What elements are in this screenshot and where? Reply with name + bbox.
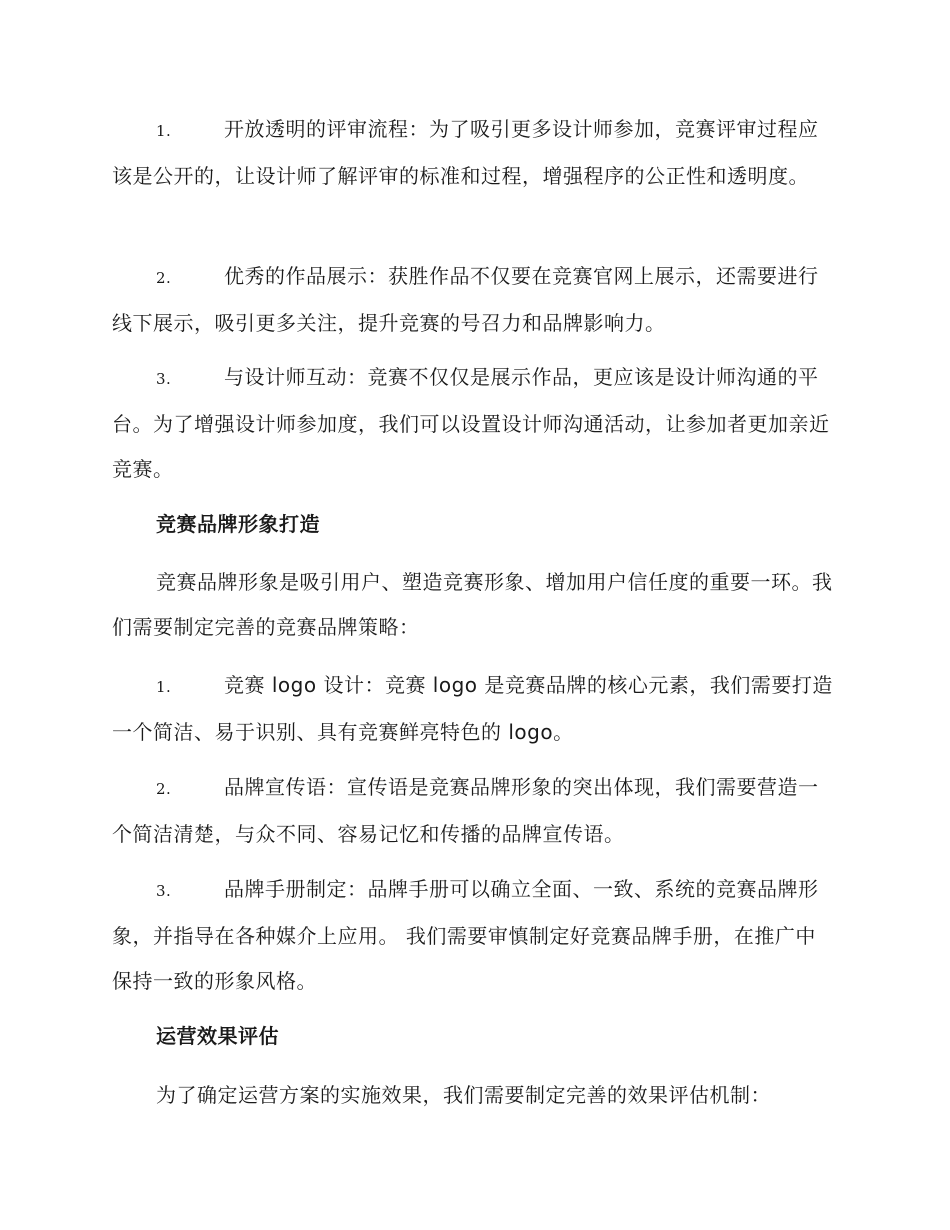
paragraph-eval-intro: 为了确定运营方案的实施效果，我们需要制定完善的效果评估机制： bbox=[156, 1083, 771, 1107]
list-number: 3. bbox=[156, 882, 172, 900]
list-number: 1. bbox=[156, 678, 172, 696]
section-heading-brand: 竞赛品牌形象打造 bbox=[156, 512, 320, 536]
list-number: 3. bbox=[156, 370, 172, 388]
list-text: 与设计师互动：竞赛不仅仅是展示作品，更应该是设计师沟通的平台。为了增强设计师参加度，我们可以设置设计师沟通活动，让参加者更加亲近竞赛。 bbox=[112, 365, 830, 481]
list-text: 优秀的作品展示：获胜作品不仅要在竞赛官网上展示，还需要进行线下展示，吸引更多关注，提升竞赛的号召力和品牌影响力。 bbox=[112, 264, 819, 335]
list-item bbox=[112, 254, 836, 346]
list-number: 1. bbox=[156, 122, 172, 140]
paragraph-brand-intro: 竞赛品牌形象是吸引用户、塑造竞赛形象、增加用户信任度的重要一环。我们需要制定完善的竞赛品牌策略： bbox=[112, 570, 833, 639]
list-number: 2. bbox=[156, 269, 172, 287]
list-item bbox=[112, 765, 836, 857]
list-item bbox=[112, 663, 836, 755]
list-text: 品牌宣传语：宣传语是竞赛品牌形象的突出体现，我们需要营造一个简洁清楚，与众不同、容易记忆和传播的品牌宣传语。 bbox=[112, 775, 819, 846]
list-text: 开放透明的评审流程：为了吸引更多设计师参加，竞赛评审过程应该是公开的，让设计师了解评审的标准和过程，增强程序的公正性和透明度。 bbox=[112, 117, 819, 188]
list-text: 竞赛 logo 设计：竞赛 logo 是竞赛品牌的核心元素，我们需要打造一个简洁、易于识别、具有竞赛鲜亮特色的 logo。 bbox=[112, 673, 833, 744]
list-item bbox=[112, 867, 836, 1004]
list-item bbox=[112, 355, 836, 492]
list-number: 2. bbox=[156, 780, 172, 798]
list-text: 品牌手册制定：品牌手册可以确立全面、一致、系统的竞赛品牌形象，并指导在各种媒介上应用。 我们需要审慎制定好竞赛品牌手册，在推广中保持一致的形象风格。 bbox=[112, 877, 819, 993]
section-heading-eval: 运营效果评估 bbox=[156, 1024, 279, 1048]
list-item bbox=[112, 107, 836, 199]
